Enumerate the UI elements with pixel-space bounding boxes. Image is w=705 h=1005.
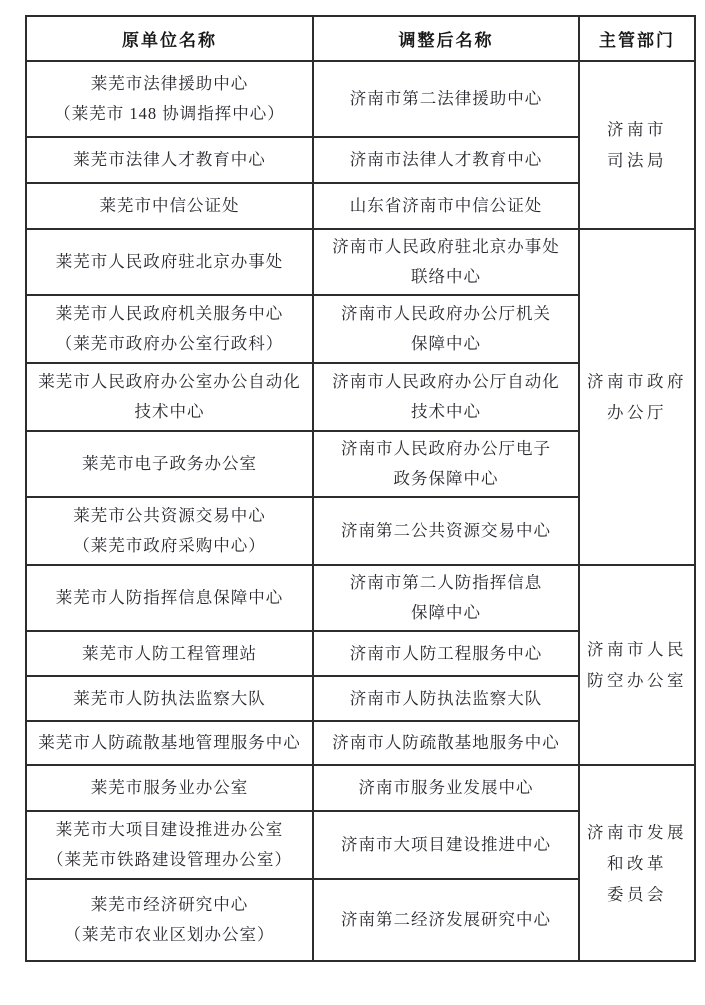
cell-line: 济南市第二法律援助中心 — [349, 89, 543, 108]
cell-line: 山东省济南市中信公证处 — [349, 196, 543, 215]
cell-line: 莱芜市人防工程管理站 — [82, 643, 257, 663]
cell-line: 济南市人防疏散基地服务中心 — [332, 733, 560, 752]
cell-line: 技术中心 — [411, 402, 481, 421]
cell-line: 莱芜市人防指挥信息保障中心 — [55, 588, 284, 607]
cell-line: 济南市人民政府办公厅机关 — [341, 304, 551, 323]
cell-line: 济南市发展 — [587, 822, 687, 842]
cell-line: 联络中心 — [411, 267, 481, 286]
original-name-cell — [26, 183, 313, 229]
cell-line: 莱芜市电子政务办公室 — [82, 454, 257, 473]
original-name-cell — [26, 631, 313, 676]
original-name-cell — [26, 811, 313, 879]
cell-line: 莱芜市公共资源交易中心 — [73, 506, 266, 525]
cell-line: （莱芜市铁路建设管理办公室） — [47, 850, 292, 869]
cell-line: 莱芜市大项目建设推进办公室 — [55, 820, 284, 839]
cell-line: 莱芜市人防执法监察大队 — [73, 688, 266, 708]
cell-line: 济南市第二人防指挥信息 — [349, 573, 543, 592]
cell-line: 济南市人防工程服务中心 — [349, 643, 543, 663]
cell-line: 技术中心 — [134, 402, 205, 421]
adjusted-name-cell — [313, 879, 579, 961]
cell-line: 济南市人防执法监察大队 — [349, 688, 543, 708]
cell-line: 司法局 — [607, 151, 667, 170]
adjusted-name-cell — [313, 137, 579, 183]
adjusted-name-cell — [313, 61, 579, 137]
header-department: 主管部门 — [579, 16, 695, 61]
adjusted-name-cell — [313, 721, 579, 765]
cell-line: 政务保障中心 — [393, 469, 499, 488]
header-row — [26, 16, 695, 61]
cell-line: 济南第二经济发展研究中心 — [341, 910, 551, 929]
cell-line: （莱芜市农业区划办公室） — [64, 925, 275, 944]
adjusted-name-cell — [313, 295, 579, 363]
original-name-cell — [26, 229, 313, 295]
cell-line: 莱芜市中信公证处 — [99, 196, 240, 215]
cell-line: 保障中心 — [411, 334, 481, 353]
cell-line: 济南市人民政府驻北京办事处 — [332, 237, 560, 256]
original-name-cell — [26, 676, 313, 721]
original-name-cell — [26, 721, 313, 765]
adjusted-name-cell — [313, 631, 579, 676]
cell-line: 济南市 — [607, 120, 667, 139]
cell-line: 济南市人民政府办公厅自动化 — [332, 372, 560, 391]
adjusted-name-cell — [313, 183, 579, 229]
adjusted-name-cell — [313, 565, 579, 631]
original-name-cell — [26, 295, 313, 363]
cell-line: 莱芜市人民政府驻北京办事处 — [55, 252, 284, 271]
cell-line: 济南市服务业发展中心 — [358, 778, 534, 797]
adjusted-name-cell — [313, 811, 579, 879]
header-original-name: 原单位名称 — [26, 16, 313, 61]
adjusted-name-cell — [313, 363, 579, 431]
adjusted-name-cell — [313, 497, 579, 565]
cell-line: （莱芜市政府采购中心） — [73, 536, 266, 555]
cell-line: 济南市人民 — [587, 640, 687, 659]
cell-line: 防空办公室 — [587, 671, 687, 690]
cell-line: 济南第二公共资源交易中心 — [341, 521, 551, 540]
department-cell — [579, 229, 695, 565]
original-name-cell — [26, 497, 313, 565]
cell-line: 莱芜市法律援助中心 — [90, 74, 249, 93]
table-row — [26, 565, 695, 631]
original-name-cell — [26, 61, 313, 137]
department-cell — [579, 61, 695, 229]
adjusted-name-cell — [313, 431, 579, 497]
original-name-cell — [26, 137, 313, 183]
cell-line: 委员会 — [607, 884, 667, 904]
cell-line: 济南市人民政府办公厅电子 — [341, 439, 551, 458]
original-name-cell — [26, 431, 313, 497]
cell-line: 济南市政府 — [587, 372, 687, 391]
cell-line: （莱芜市政府办公室行政科） — [55, 334, 284, 353]
original-name-cell — [26, 363, 313, 431]
adjusted-name-cell — [313, 676, 579, 721]
table-row — [26, 229, 695, 295]
cell-line: 济南市法律人才教育中心 — [349, 150, 543, 169]
adjusted-name-cell — [313, 229, 579, 295]
original-name-cell — [26, 765, 313, 811]
cell-line: 莱芜市人民政府办公室办公自动化 — [38, 372, 301, 391]
cell-line: 济南市大项目建设推进中心 — [341, 835, 551, 854]
cell-line: 和改革 — [607, 853, 667, 873]
cell-line: 莱芜市经济研究中心 — [90, 895, 249, 914]
adjusted-name-cell — [313, 765, 579, 811]
cell-line: 办公厅 — [607, 403, 667, 422]
cell-line: 莱芜市法律人才教育中心 — [73, 150, 266, 169]
cell-line: 莱芜市服务业办公室 — [90, 778, 249, 797]
cell-line: 莱芜市人防疏散基地管理服务中心 — [38, 733, 301, 752]
header-adjusted-name: 调整后名称 — [313, 16, 579, 61]
original-name-cell — [26, 879, 313, 961]
department-cell — [579, 765, 695, 961]
cell-line: 莱芜市人民政府机关服务中心 — [55, 304, 284, 323]
cell-line: 保障中心 — [411, 603, 481, 622]
table-row — [26, 61, 695, 137]
table-row — [26, 765, 695, 811]
original-name-cell — [26, 565, 313, 631]
unit-rename-table — [25, 15, 696, 962]
department-cell — [579, 565, 695, 765]
cell-line: （莱芜市 148 协调指挥中心） — [54, 104, 285, 123]
